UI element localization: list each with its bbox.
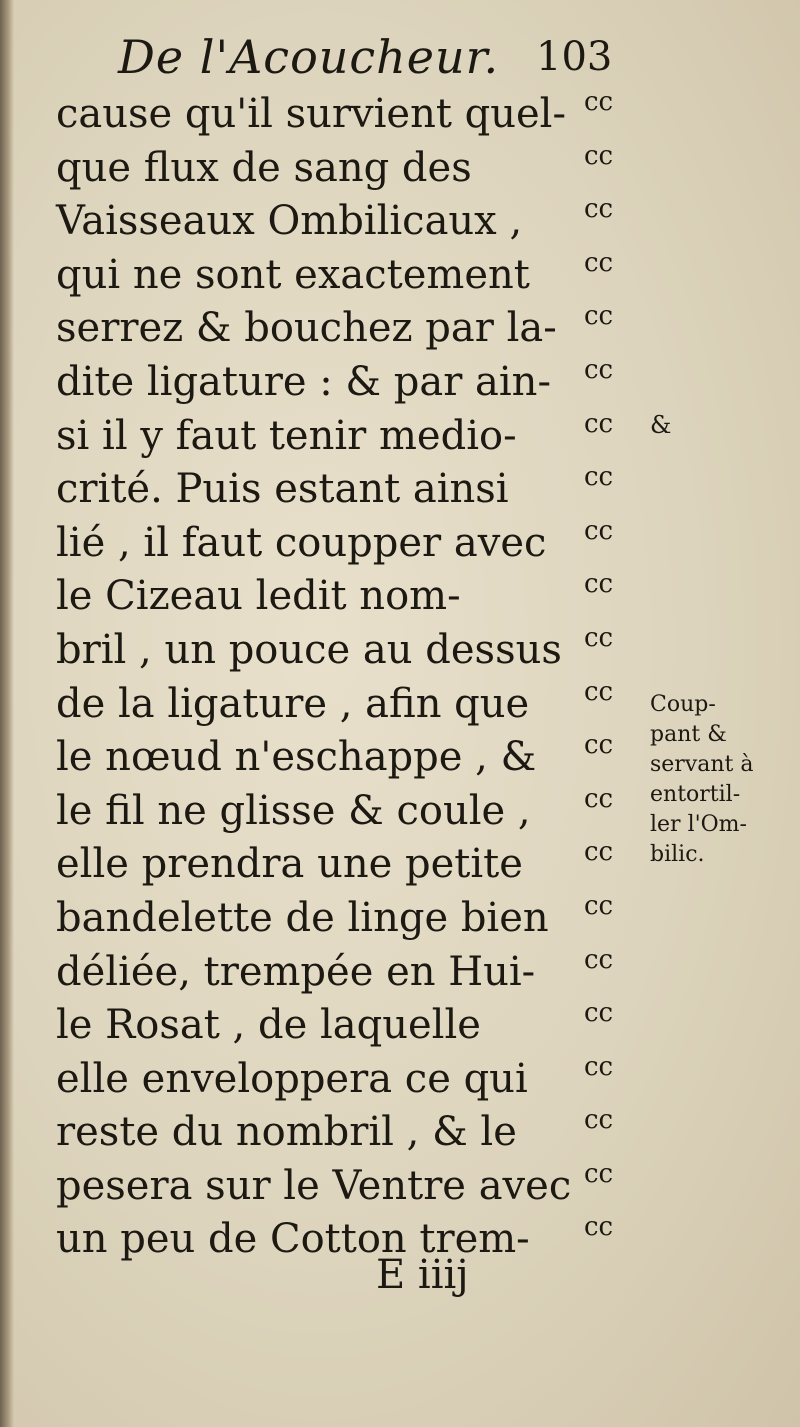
line-text: pesera sur le Ventre avec: [56, 1162, 572, 1209]
quote-mark: cc: [584, 301, 614, 332]
text-line: [56, 999, 656, 1053]
quote-mark: cc: [584, 944, 614, 975]
quote-mark: cc: [584, 1158, 614, 1189]
quote-mark: cc: [584, 247, 614, 278]
text-line: [56, 678, 656, 732]
margin-note-line: ler l'Om-: [650, 812, 747, 837]
quote-mark: cc: [584, 676, 614, 707]
text-line: [56, 356, 656, 410]
text-line: [56, 88, 656, 142]
quote-mark: cc: [584, 890, 614, 921]
line-text: le Cizeau ledit nom-: [56, 573, 461, 620]
quote-mark: cc: [584, 462, 614, 493]
text-line: [56, 1106, 656, 1160]
quote-mark: cc: [584, 515, 614, 546]
text-line: [56, 731, 656, 785]
line-text: déliée, trempée en Hui-: [56, 948, 536, 995]
margin-note-line: pant &: [650, 722, 727, 747]
line-text: reste du nombril , & le: [56, 1109, 517, 1156]
page-number: 103: [536, 34, 613, 80]
running-head: De l'Acoucheur.: [118, 30, 500, 84]
text-line: [56, 946, 656, 1000]
line-text: le Rosat , de laquelle: [56, 1002, 481, 1049]
quote-mark: cc: [584, 837, 614, 868]
quote-mark: cc: [584, 1212, 614, 1243]
quote-mark: cc: [584, 998, 614, 1029]
line-text: le fil ne glisse & coule ,: [56, 787, 531, 834]
line-text: si il y faut tenir medio-: [56, 412, 517, 459]
text-line: [56, 1213, 656, 1267]
text-line: [56, 463, 656, 517]
line-text: un peu de Cotton trem-: [56, 1216, 530, 1263]
text-line: [56, 570, 656, 624]
quote-mark: cc: [584, 730, 614, 761]
margin-note-line: entortil-: [650, 782, 741, 807]
text-line: [56, 195, 656, 249]
text-line: [56, 785, 656, 839]
line-text: elle enveloppera ce qui: [56, 1055, 528, 1102]
line-text: lié , il faut coupper avec: [56, 519, 547, 566]
quote-mark: cc: [584, 622, 614, 653]
line-text: bandelette de linge bien: [56, 894, 549, 941]
page-gutter-shadow: [0, 0, 14, 1427]
line-text: crité. Puis estant ainsi: [56, 466, 509, 513]
text-line: [56, 1160, 656, 1214]
quote-mark: cc: [584, 569, 614, 600]
page-header: [118, 30, 638, 90]
margin-note: [650, 690, 754, 870]
margin-note-line: bilic.: [650, 842, 705, 867]
line-text: Vaisseaux Ombilicaux ,: [56, 198, 523, 245]
text-line: [56, 410, 656, 464]
quote-mark: cc: [584, 1105, 614, 1136]
margin-note-line: servant à: [650, 752, 754, 777]
line-text: qui ne sont exactement: [56, 251, 530, 298]
text-line: [56, 517, 656, 571]
quote-mark: cc: [584, 87, 614, 117]
text-line: [56, 302, 656, 356]
line-text: que flux de sang des: [56, 144, 472, 191]
quote-mark: cc: [584, 783, 614, 814]
text-line: [56, 624, 656, 678]
margin-note-line: Coup-: [650, 692, 716, 717]
line-text: bril , un pouce au dessus: [56, 626, 562, 673]
quote-mark: cc: [584, 354, 614, 385]
text-line: [56, 1053, 656, 1107]
quote-mark: cc: [584, 408, 614, 439]
body-text: [56, 88, 656, 1267]
quote-mark: cc: [584, 194, 614, 225]
line-text: cause qu'il survient quel-: [56, 91, 566, 137]
quote-mark: cc: [584, 1051, 614, 1082]
text-line: [56, 838, 656, 892]
line-text: de la ligature , afin que: [56, 680, 530, 727]
line-text: serrez & bouchez par la-: [56, 305, 557, 352]
quote-mark: cc: [584, 140, 614, 171]
text-line: [56, 249, 656, 303]
line-text: dite ligature : & par ain-: [56, 358, 551, 405]
margin-note-ampersand: &: [650, 411, 672, 439]
text-line: [56, 892, 656, 946]
text-line: [56, 142, 656, 196]
signature-mark: E iiij: [376, 1252, 469, 1298]
line-text: elle prendra une petite: [56, 841, 523, 888]
line-text: le nœud n'eschappe , &: [56, 734, 537, 781]
